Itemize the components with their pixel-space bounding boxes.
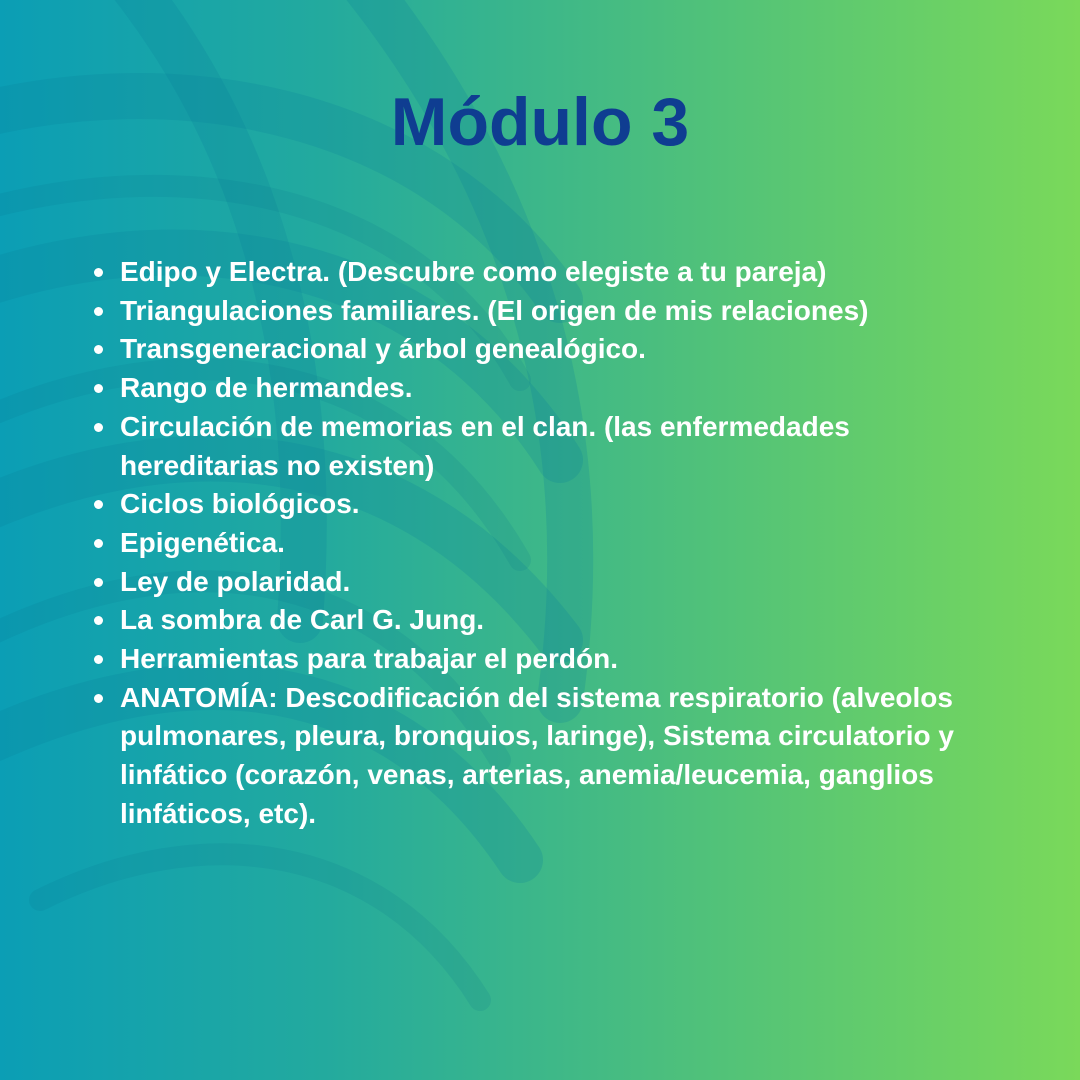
list-item bbox=[88, 330, 993, 369]
list-item bbox=[88, 679, 993, 834]
topic-text: Transgeneracional y árbol genealógico. bbox=[120, 333, 646, 365]
list-item bbox=[88, 640, 993, 679]
topic-text: Ley de polaridad. bbox=[120, 565, 351, 597]
list-item bbox=[88, 369, 993, 408]
topic-text: Epigenética. bbox=[120, 526, 285, 558]
bullet-dot-icon bbox=[94, 655, 103, 664]
topic-text: Circulación de memorias en el clan. (las enfermedades hereditarias no existen) bbox=[120, 410, 850, 481]
bullet-dot-icon bbox=[94, 539, 103, 548]
topics-list bbox=[88, 253, 993, 834]
list-item bbox=[88, 563, 993, 602]
bullet-dot-icon bbox=[94, 268, 103, 277]
topic-text: Edipo y Electra. (Descubre como elegiste a tu pareja) bbox=[120, 256, 827, 287]
list-item bbox=[88, 408, 993, 485]
module-title: Módulo 3 bbox=[390, 84, 690, 160]
list-item bbox=[88, 601, 993, 640]
bullet-dot-icon bbox=[94, 423, 103, 432]
topic-text: Ciclos biológicos. bbox=[120, 488, 360, 520]
topic-text: Rango de hermandes. bbox=[120, 372, 413, 404]
list-item bbox=[88, 292, 993, 331]
topic-text: La sombra de Carl G. Jung. bbox=[120, 604, 485, 636]
bullet-dot-icon bbox=[94, 307, 103, 316]
bullet-dot-icon bbox=[94, 345, 103, 354]
bullet-dot-icon bbox=[94, 616, 103, 625]
bullet-dot-icon bbox=[94, 500, 103, 509]
topic-text: ANATOMÍA: Descodificación del sistema respiratorio (alveolos pulmonares, pleura, bronquios, laringe), Sistema circulatorio y linfático (corazón, venas, arterias, anemia/leucemia, ganglios linfáticos, etc). bbox=[120, 681, 954, 829]
list-item bbox=[88, 253, 993, 292]
bullet-dot-icon bbox=[94, 384, 103, 393]
list-item bbox=[88, 485, 993, 524]
topic-text: Herramientas para trabajar el perdón. bbox=[120, 643, 618, 675]
bullet-dot-icon bbox=[94, 578, 103, 587]
topic-text: Triangulaciones familiares. (El origen de mis relaciones) bbox=[120, 294, 869, 326]
bullet-dot-icon bbox=[94, 694, 103, 703]
list-item bbox=[88, 524, 993, 563]
